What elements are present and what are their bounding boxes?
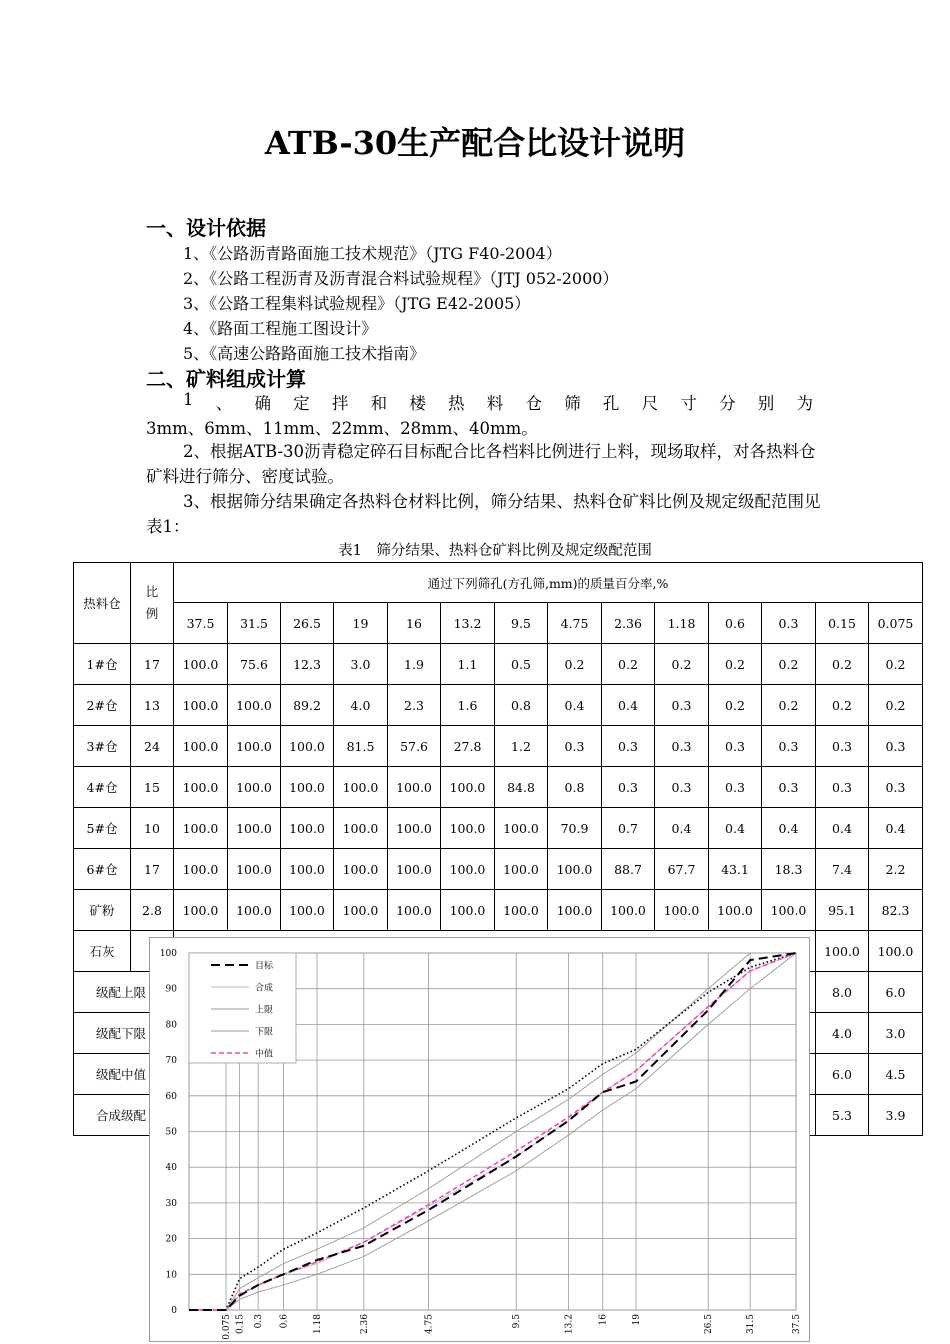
table-cell: 0.3	[602, 726, 655, 767]
p1-token: 、	[215, 394, 233, 413]
x-tick-label: 26.5	[704, 1314, 715, 1335]
table-caption: 表1 筛分结果、热料仓矿料比例及规定级配范围	[338, 543, 652, 559]
table-cell: 0.4	[602, 685, 655, 726]
legend-box	[189, 953, 296, 1063]
p1-token: 为	[796, 394, 813, 413]
table-cell: 100.0	[174, 685, 228, 726]
y-tick-label: 80	[165, 1020, 177, 1031]
table-cell: 0.8	[548, 767, 602, 808]
table-cell: 0.2	[709, 685, 762, 726]
p1-token: 仓	[525, 394, 542, 413]
legend-label: 上限	[255, 1005, 274, 1016]
p1-token: 1	[183, 390, 194, 409]
table-cell: 0.3	[709, 767, 762, 808]
table-cell: 0.4	[869, 808, 923, 849]
table-cell: 0.4	[762, 808, 816, 849]
legend-label: 目标	[255, 961, 274, 972]
table-cell: 1.2	[495, 726, 548, 767]
table-cell: 4.0	[816, 1013, 869, 1054]
table-cell: 89.2	[281, 685, 334, 726]
table-cell: 100.0	[281, 767, 334, 808]
x-tick-label: 31.5	[746, 1314, 757, 1335]
table-cell: 0.3	[869, 767, 923, 808]
sieve-header: 1.18	[655, 603, 709, 644]
x-tick-label: 0.6	[279, 1314, 290, 1329]
table-cell: 0.3	[655, 767, 709, 808]
table-cell: 57.6	[388, 726, 441, 767]
x-tick-label: 0.075	[222, 1314, 233, 1340]
y-tick-label: 50	[165, 1127, 177, 1138]
table-cell: 3.9	[869, 1095, 923, 1136]
row-label: 5#仓	[74, 808, 131, 849]
table-cell: 100.0	[388, 767, 441, 808]
y-tick-label: 0	[171, 1306, 177, 1316]
table-cell: 100.0	[281, 808, 334, 849]
y-tick-label: 70	[165, 1056, 177, 1067]
row-label: 6#仓	[74, 849, 131, 890]
table-cell: 100.0	[174, 849, 228, 890]
sieve-header: 13.2	[441, 603, 495, 644]
sieve-header: 9.5	[495, 603, 548, 644]
sieve-header: 26.5	[281, 603, 334, 644]
x-tick-label: 16	[598, 1314, 609, 1326]
table-cell: 0.4	[816, 808, 869, 849]
sieve-header: 31.5	[228, 603, 281, 644]
table-cell: 100.0	[228, 890, 281, 931]
paragraph-1-line-2: 3mm、6mm、11mm、22mm、28mm、40mm。	[146, 419, 538, 438]
reference-item: 1、《公路沥青路面施工技术规范》（JTG F40-2004）	[183, 244, 562, 263]
table-cell: 0.2	[762, 685, 816, 726]
table-cell: 100.0	[441, 890, 495, 931]
table-cell: 100.0	[174, 890, 228, 931]
table-cell: 100.0	[334, 808, 388, 849]
table-cell: 0.2	[709, 644, 762, 685]
table-cell: 100.0	[388, 890, 441, 931]
sieve-header: 4.75	[548, 603, 602, 644]
table-cell: 100.0	[495, 849, 548, 890]
table-cell: 0.2	[762, 644, 816, 685]
chart-svg	[150, 938, 809, 1341]
y-tick-label: 10	[165, 1270, 177, 1281]
sieve-header: 2.36	[602, 603, 655, 644]
table-cell: 100.0	[709, 890, 762, 931]
table-cell: 95.1	[816, 890, 869, 931]
table-cell: 100.0	[281, 849, 334, 890]
table-cell: 100.0	[281, 890, 334, 931]
table-cell: 100.0	[228, 808, 281, 849]
p1-token: 确	[254, 394, 271, 413]
y-tick-label: 60	[165, 1091, 177, 1102]
sieve-header: 0.15	[816, 603, 869, 644]
table-cell: 100.0	[228, 726, 281, 767]
table-cell: 67.7	[655, 849, 709, 890]
table-cell: 0.3	[816, 726, 869, 767]
table-cell: 0.2	[602, 644, 655, 685]
x-tick-label: 1.18	[313, 1314, 324, 1335]
header-bin: 热料仓	[74, 563, 131, 644]
table-cell: 100.0	[762, 890, 816, 931]
table-cell: 0.2	[548, 644, 602, 685]
sieve-header: 19	[334, 603, 388, 644]
x-tick-label: 19	[632, 1314, 643, 1326]
table-cell: 75.6	[228, 644, 281, 685]
row-label: 矿粉	[74, 890, 131, 931]
table-cell: 6.0	[816, 1054, 869, 1095]
row-ratio: 2.8	[131, 890, 174, 931]
y-tick-label: 90	[165, 984, 177, 995]
section-heading-mineral: 二、矿料组成计算	[146, 367, 306, 391]
table-cell: 82.3	[869, 890, 923, 931]
paragraph-1-line-1	[183, 390, 813, 414]
row-ratio: 10	[131, 808, 174, 849]
p1-token: 分	[719, 394, 736, 413]
table-cell: 100.0	[334, 849, 388, 890]
x-tick-label: 9.5	[512, 1314, 523, 1329]
p1-token: 拌	[331, 394, 349, 413]
table-cell: 0.3	[869, 726, 923, 767]
gradation-chart	[149, 937, 810, 1342]
x-tick-label: 0.15	[235, 1314, 246, 1335]
table-cell: 81.5	[334, 726, 388, 767]
table-cell: 100.0	[334, 767, 388, 808]
table-cell: 100.0	[869, 931, 923, 972]
table-cell: 100.0	[334, 890, 388, 931]
table-cell: 0.3	[602, 767, 655, 808]
table-cell: 100.0	[441, 808, 495, 849]
header-passing: 通过下列筛孔(方孔筛,mm)的质量百分率,%	[174, 563, 923, 603]
table-row	[74, 849, 923, 890]
table-cell: 100.0	[441, 849, 495, 890]
table-cell: 6.0	[869, 972, 923, 1013]
table-cell: 2.2	[869, 849, 923, 890]
p1-token: 和	[370, 394, 388, 413]
table-cell: 0.4	[548, 685, 602, 726]
p1-token: 别	[757, 394, 775, 413]
table-cell: 100.0	[228, 849, 281, 890]
table-cell: 0.3	[816, 767, 869, 808]
reference-item: 2、《公路工程沥青及沥青混合料试验规程》（JTJ 052-2000）	[183, 269, 619, 288]
table-cell: 100.0	[174, 808, 228, 849]
table-cell: 0.5	[495, 644, 548, 685]
table-cell: 1.1	[441, 644, 495, 685]
p1-token: 筛	[564, 394, 581, 413]
table-row	[74, 685, 923, 726]
reference-item: 5、《高速公路路面施工技术指南》	[183, 344, 426, 363]
table-cell: 100.0	[388, 808, 441, 849]
legend-label: 下限	[255, 1027, 274, 1038]
table-cell: 3.0	[334, 644, 388, 685]
table-cell: 8.0	[816, 972, 869, 1013]
y-tick-label: 40	[165, 1163, 177, 1174]
table-cell: 0.4	[655, 808, 709, 849]
row-ratio: 17	[131, 849, 174, 890]
table-cell: 100.0	[816, 931, 869, 972]
row-label: 级配下限	[74, 1013, 174, 1054]
row-label: 级配中值	[74, 1054, 174, 1095]
table-cell: 0.3	[548, 726, 602, 767]
legend-label: 中值	[255, 1049, 274, 1060]
y-tick-label: 20	[165, 1234, 177, 1245]
p1-token: 楼	[409, 394, 426, 413]
table-cell: 88.7	[602, 849, 655, 890]
y-tick-label: 30	[165, 1198, 177, 1209]
x-tick-label: 2.36	[359, 1314, 370, 1335]
row-label: 1#仓	[74, 644, 131, 685]
table-cell: 4.5	[869, 1054, 923, 1095]
sieve-header: 0.6	[709, 603, 762, 644]
table-cell: 12.3	[281, 644, 334, 685]
table-cell: 100.0	[548, 849, 602, 890]
table-cell: 0.7	[602, 808, 655, 849]
sieve-header: 0.3	[762, 603, 816, 644]
table-cell: 0.3	[655, 726, 709, 767]
table-cell: 0.2	[816, 685, 869, 726]
table-cell: 0.2	[869, 644, 923, 685]
table-cell: 1.6	[441, 685, 495, 726]
table-cell: 100.0	[602, 890, 655, 931]
row-ratio: 15	[131, 767, 174, 808]
table-cell: 18.3	[762, 849, 816, 890]
row-label: 4#仓	[74, 767, 131, 808]
table-cell: 0.3	[655, 685, 709, 726]
p1-token: 定	[293, 394, 310, 413]
reference-item: 4、《路面工程施工图设计》	[183, 319, 378, 338]
sieve-header: 16	[388, 603, 441, 644]
p1-token: 料	[486, 394, 504, 413]
table-cell: 0.3	[762, 767, 816, 808]
table-cell: 100.0	[495, 808, 548, 849]
table-cell: 100.0	[388, 849, 441, 890]
row-label: 3#仓	[74, 726, 131, 767]
p1-token: 寸	[680, 394, 697, 413]
p1-token: 尺	[641, 394, 659, 413]
table-cell: 100.0	[228, 767, 281, 808]
table-cell: 100.0	[548, 890, 602, 931]
table-cell: 100.0	[174, 767, 228, 808]
row-label: 合成级配	[74, 1095, 174, 1136]
table-cell: 0.2	[655, 644, 709, 685]
table-cell: 100.0	[655, 890, 709, 931]
table-cell: 100.0	[441, 767, 495, 808]
table-cell: 7.4	[816, 849, 869, 890]
table-row	[74, 644, 923, 685]
table-cell: 3.0	[869, 1013, 923, 1054]
table-cell: 0.3	[762, 726, 816, 767]
table-cell: 0.8	[495, 685, 548, 726]
table-cell: 5.3	[816, 1095, 869, 1136]
row-label: 级配上限	[74, 972, 174, 1013]
row-ratio: 13	[131, 685, 174, 726]
p1-token: 孔	[602, 394, 620, 413]
table-row	[74, 726, 923, 767]
table-row	[74, 808, 923, 849]
table-cell: 100.0	[174, 726, 228, 767]
table-row	[74, 890, 923, 931]
x-tick-label: 13.2	[564, 1314, 575, 1335]
table-cell: 0.2	[869, 685, 923, 726]
row-ratio: 24	[131, 726, 174, 767]
row-label: 2#仓	[74, 685, 131, 726]
paragraph-3: 3、根据筛分结果确定各热料仓材料比例，筛分结果、热料仓矿料比例及规定级配范围见表1：	[146, 492, 821, 536]
table-cell: 100.0	[174, 644, 228, 685]
paragraph-2: 2、根据ATB-30沥青稳定碎石目标配合比各档料比例进行上料，现场取样，对各热料仓矿料进行筛分、密度试验。	[146, 442, 816, 486]
section-heading-basis: 一、设计依据	[146, 216, 266, 240]
table-cell: 1.9	[388, 644, 441, 685]
table-cell: 27.8	[441, 726, 495, 767]
table-cell: 100.0	[281, 726, 334, 767]
x-tick-label: 4.75	[424, 1314, 435, 1335]
table-cell: 2.3	[388, 685, 441, 726]
x-tick-label: 37.5	[792, 1314, 802, 1335]
table-cell: 100.0	[495, 890, 548, 931]
header-ratio: 比例	[131, 563, 174, 644]
table-cell: 84.8	[495, 767, 548, 808]
table-cell: 43.1	[709, 849, 762, 890]
row-ratio: 17	[131, 644, 174, 685]
table-cell: 0.4	[709, 808, 762, 849]
table-cell: 0.3	[709, 726, 762, 767]
row-label: 石灰	[74, 931, 131, 972]
p1-token: 热	[448, 394, 465, 413]
reference-item: 3、《公路工程集料试验规程》（JTG E42-2005）	[183, 294, 531, 313]
table-cell: 4.0	[334, 685, 388, 726]
table-cell: 100.0	[228, 685, 281, 726]
table-cell: 70.9	[548, 808, 602, 849]
page-title: ATB-30生产配合比设计说明	[264, 124, 686, 162]
y-tick-label: 100	[159, 949, 177, 959]
legend-label: 合成	[255, 983, 274, 994]
table-row	[74, 767, 923, 808]
sieve-header: 0.075	[869, 603, 923, 644]
x-tick-label: 0.3	[254, 1314, 265, 1329]
table-cell: 0.2	[816, 644, 869, 685]
sieve-header: 37.5	[174, 603, 228, 644]
